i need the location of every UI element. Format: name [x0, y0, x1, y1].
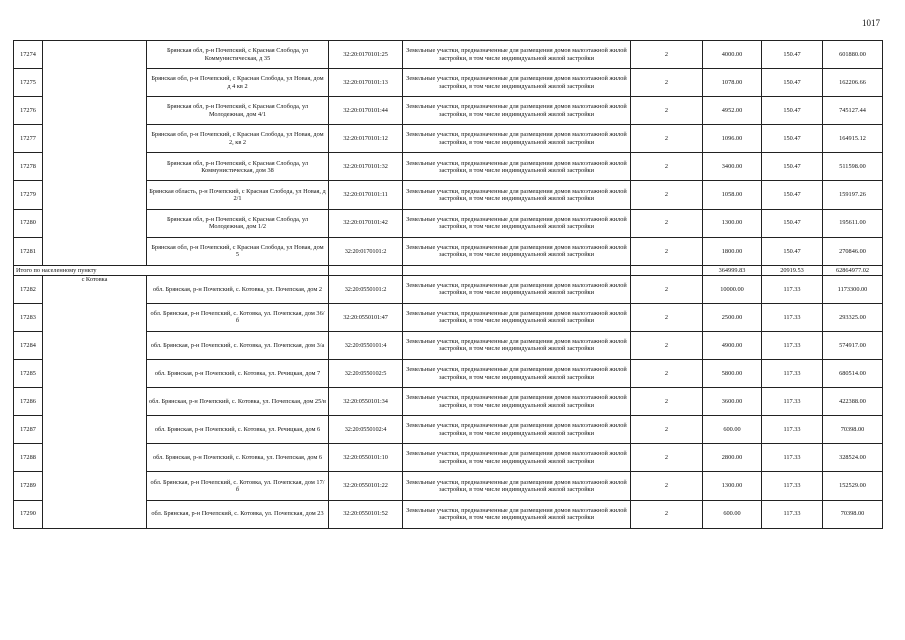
land-use-cell: Земельные участки, предназначенные для размещения домов малоэтажной жилой застройки, в том числе индивидуальной жилой застройки	[403, 416, 631, 444]
rate-cell: 117.33	[762, 416, 823, 444]
category-cell: 2	[631, 97, 703, 125]
rate-cell: 117.33	[762, 331, 823, 359]
land-use-cell: Земельные участки, предназначенные для размещения домов малоэтажной жилой застройки, в том числе индивидуальной жилой застройки	[403, 237, 631, 265]
cadastral-number: 32:20:0550101:2	[329, 275, 403, 303]
area-cell: 4952.00	[703, 97, 762, 125]
area-cell: 4900.00	[703, 331, 762, 359]
land-use-cell: Земельные участки, предназначенные для размещения домов малоэтажной жилой застройки, в том числе индивидуальной жилой застройки	[403, 331, 631, 359]
record-number: 17276	[14, 97, 43, 125]
value-cell: 195611.00	[823, 209, 883, 237]
record-number: 17289	[14, 472, 43, 500]
summary-area: 364999.83	[703, 265, 762, 275]
category-cell: 2	[631, 444, 703, 472]
address-cell: обл. Брянская, р-н Почепский, с. Котовка, ул. Речицкая, дом 7	[147, 360, 329, 388]
record-number: 17285	[14, 360, 43, 388]
area-cell: 4000.00	[703, 41, 762, 69]
address-cell: Брянская обл, р-н Почепский, с Красная Слобода, ул Коммунистическая, д 35	[147, 41, 329, 69]
address-cell: обл. Брянская, р-н Почепский, с. Котовка, ул. Речицкая, дом 6	[147, 416, 329, 444]
cadastral-number: 32:20:0170101:13	[329, 69, 403, 97]
value-cell: 70398.00	[823, 416, 883, 444]
rate-cell: 117.33	[762, 303, 823, 331]
rate-cell: 117.33	[762, 472, 823, 500]
record-number: 17278	[14, 153, 43, 181]
category-cell: 2	[631, 416, 703, 444]
cadastral-number: 32:20:0550101:4	[329, 331, 403, 359]
cadastral-number: 32:20:0550102:5	[329, 360, 403, 388]
area-cell: 3600.00	[703, 388, 762, 416]
land-use-cell: Земельные участки, предназначенные для размещения домов малоэтажной жилой застройки, в том числе индивидуальной жилой застройки	[403, 125, 631, 153]
area-cell: 600.00	[703, 500, 762, 528]
summary-category	[631, 265, 703, 275]
address-cell: обл. Брянская, р-н Почепский, с. Котовка, ул. Почепская, дом 17/б	[147, 472, 329, 500]
record-number: 17275	[14, 69, 43, 97]
cadastral-number: 32:20:0550101:34	[329, 388, 403, 416]
value-cell: 70398.00	[823, 500, 883, 528]
value-cell: 680514.00	[823, 360, 883, 388]
address-cell: обл. Брянская, р-н Почепский, с. Котовка, ул. Почепская, дом 23	[147, 500, 329, 528]
cadastral-number: 32:20:0170101:32	[329, 153, 403, 181]
cadastral-number: 32:20:0550101:10	[329, 444, 403, 472]
address-cell: Брянская обл, р-н Почепский, с Красная Слобода, ул Новая, дом д 4 кв 2	[147, 69, 329, 97]
area-cell: 1300.00	[703, 472, 762, 500]
land-register-table	[13, 40, 883, 529]
rate-cell: 117.33	[762, 275, 823, 303]
category-cell: 2	[631, 209, 703, 237]
area-cell: 1300.00	[703, 209, 762, 237]
area-cell: 5800.00	[703, 360, 762, 388]
summary-value: 62864977.02	[823, 265, 883, 275]
category-cell: 2	[631, 303, 703, 331]
land-use-cell: Земельные участки, предназначенные для размещения домов малоэтажной жилой застройки, в том числе индивидуальной жилой застройки	[403, 500, 631, 528]
area-cell: 2500.00	[703, 303, 762, 331]
area-cell: 2800.00	[703, 444, 762, 472]
summary-row	[14, 265, 883, 275]
category-cell: 2	[631, 237, 703, 265]
value-cell: 574917.00	[823, 331, 883, 359]
area-cell: 1078.00	[703, 69, 762, 97]
address-cell: Брянская обл, р-н Почепский, с Красная Слобода, ул Молодежная, дом 1/2	[147, 209, 329, 237]
category-cell: 2	[631, 472, 703, 500]
record-number: 17274	[14, 41, 43, 69]
address-cell: обл. Брянская, р-н Почепский, с. Котовка, ул. Почепская, дом 25/в	[147, 388, 329, 416]
table-row	[14, 41, 883, 69]
address-cell: обл. Брянская, р-н Почепский, с. Котовка, ул. Почепская, дом 6	[147, 444, 329, 472]
rate-cell: 150.47	[762, 237, 823, 265]
record-number: 17279	[14, 181, 43, 209]
cadastral-number: 32:20:0170101:25	[329, 41, 403, 69]
value-cell: 159197.26	[823, 181, 883, 209]
cadastral-number: 32:20:0170101:44	[329, 97, 403, 125]
summary-use	[403, 265, 631, 275]
address-cell: Брянская обл, р-н Почепский, с Красная Слобода, ул Коммунистическая, дом 38	[147, 153, 329, 181]
value-cell: 422388.00	[823, 388, 883, 416]
cadastral-number: 32:20:0550101:52	[329, 500, 403, 528]
rate-cell: 150.47	[762, 41, 823, 69]
category-cell: 2	[631, 275, 703, 303]
land-use-cell: Земельные участки, предназначенные для размещения домов малоэтажной жилой застройки, в том числе индивидуальной жилой застройки	[403, 472, 631, 500]
record-number: 17283	[14, 303, 43, 331]
land-use-cell: Земельные участки, предназначенные для размещения домов малоэтажной жилой застройки, в том числе индивидуальной жилой застройки	[403, 303, 631, 331]
value-cell: 162206.66	[823, 69, 883, 97]
cadastral-number: 32:20:0170101:2	[329, 237, 403, 265]
area-cell: 10000.00	[703, 275, 762, 303]
rate-cell: 117.33	[762, 444, 823, 472]
register-body	[14, 41, 883, 529]
value-cell: 328524.00	[823, 444, 883, 472]
table-row	[14, 275, 883, 303]
locality-cell	[43, 41, 147, 266]
value-cell: 745127.44	[823, 97, 883, 125]
address-cell: обл. Брянская, р-н Почепский, с. Котовка, ул. Почепская, дом 2	[147, 275, 329, 303]
land-use-cell: Земельные участки, предназначенные для размещения домов малоэтажной жилой застройки, в том числе индивидуальной жилой застройки	[403, 275, 631, 303]
value-cell: 164915.12	[823, 125, 883, 153]
cadastral-number: 32:20:0170101:12	[329, 125, 403, 153]
category-cell: 2	[631, 153, 703, 181]
area-cell: 600.00	[703, 416, 762, 444]
address-cell: Брянская обл, р-н Почепский, с Красная Слобода, ул Молодежная, дом 4/1	[147, 97, 329, 125]
land-use-cell: Земельные участки, предназначенные для размещения домов малоэтажной жилой застройки, в том числе индивидуальной жилой застройки	[403, 181, 631, 209]
category-cell: 2	[631, 69, 703, 97]
cadastral-number: 32:20:0550101:47	[329, 303, 403, 331]
cadastral-number: 32:20:0550102:4	[329, 416, 403, 444]
category-cell: 2	[631, 500, 703, 528]
rate-cell: 150.47	[762, 69, 823, 97]
category-cell: 2	[631, 360, 703, 388]
cadastral-number: 32:20:0170101:42	[329, 209, 403, 237]
value-cell: 511598.00	[823, 153, 883, 181]
value-cell: 293325.00	[823, 303, 883, 331]
value-cell: 1173300.00	[823, 275, 883, 303]
address-cell: Брянская обл, р-н Почепский, с Красная Слобода, ул Новая, дом 5	[147, 237, 329, 265]
record-number: 17282	[14, 275, 43, 303]
land-use-cell: Земельные участки, предназначенные для размещения домов малоэтажной жилой застройки, в том числе индивидуальной жилой застройки	[403, 153, 631, 181]
area-cell: 1058.00	[703, 181, 762, 209]
category-cell: 2	[631, 125, 703, 153]
record-number: 17280	[14, 209, 43, 237]
category-cell: 2	[631, 331, 703, 359]
record-number: 17287	[14, 416, 43, 444]
land-use-cell: Земельные участки, предназначенные для размещения домов малоэтажной жилой застройки, в том числе индивидуальной жилой застройки	[403, 388, 631, 416]
category-cell: 2	[631, 181, 703, 209]
rate-cell: 150.47	[762, 181, 823, 209]
record-number: 17288	[14, 444, 43, 472]
rate-cell: 150.47	[762, 209, 823, 237]
category-cell: 2	[631, 41, 703, 69]
cadastral-number: 32:20:0170101:11	[329, 181, 403, 209]
land-use-cell: Земельные участки, предназначенные для размещения домов малоэтажной жилой застройки, в том числе индивидуальной жилой застройки	[403, 360, 631, 388]
land-use-cell: Земельные участки, предназначенные для размещения домов малоэтажной жилой застройки, в том числе индивидуальной жилой застройки	[403, 41, 631, 69]
address-cell: Брянская обл, р-н Почепский, с Красная Слобода, ул Новая, дом 2, кв 2	[147, 125, 329, 153]
area-cell: 1800.00	[703, 237, 762, 265]
area-cell: 3400.00	[703, 153, 762, 181]
record-number: 17284	[14, 331, 43, 359]
address-cell: Брянская область, р-н Почепский, с Красная Слобода, ул Новая, д 2/1	[147, 181, 329, 209]
land-use-cell: Земельные участки, предназначенные для размещения домов малоэтажной жилой застройки, в том числе индивидуальной жилой застройки	[403, 97, 631, 125]
rate-cell: 117.33	[762, 388, 823, 416]
address-cell: обл. Брянская, р-н Почепский, с. Котовка, ул. Почепская, дом 36/б	[147, 303, 329, 331]
summary-cadastral	[329, 265, 403, 275]
value-cell: 601880.00	[823, 41, 883, 69]
value-cell: 270846.00	[823, 237, 883, 265]
summary-rate: 20919.53	[762, 265, 823, 275]
record-number: 17286	[14, 388, 43, 416]
value-cell: 152529.00	[823, 472, 883, 500]
record-number: 17290	[14, 500, 43, 528]
rate-cell: 117.33	[762, 500, 823, 528]
record-number: 17277	[14, 125, 43, 153]
address-cell: обл. Брянская, р-н Почепский, с. Котовка, ул. Почепская, дом 3/а	[147, 331, 329, 359]
land-use-cell: Земельные участки, предназначенные для размещения домов малоэтажной жилой застройки, в том числе индивидуальной жилой застройки	[403, 444, 631, 472]
cadastral-number: 32:20:0550101:22	[329, 472, 403, 500]
land-use-cell: Земельные участки, предназначенные для размещения домов малоэтажной жилой застройки, в том числе индивидуальной жилой застройки	[403, 209, 631, 237]
rate-cell: 150.47	[762, 125, 823, 153]
rate-cell: 117.33	[762, 360, 823, 388]
summary-label: Итого по населенному пункту	[14, 265, 329, 275]
area-cell: 1096.00	[703, 125, 762, 153]
category-cell: 2	[631, 388, 703, 416]
record-number: 17281	[14, 237, 43, 265]
rate-cell: 150.47	[762, 97, 823, 125]
land-use-cell: Земельные участки, предназначенные для размещения домов малоэтажной жилой застройки, в том числе индивидуальной жилой застройки	[403, 69, 631, 97]
page-number: 1017	[862, 18, 880, 28]
rate-cell: 150.47	[762, 153, 823, 181]
locality-cell: с Котовка	[43, 275, 147, 528]
